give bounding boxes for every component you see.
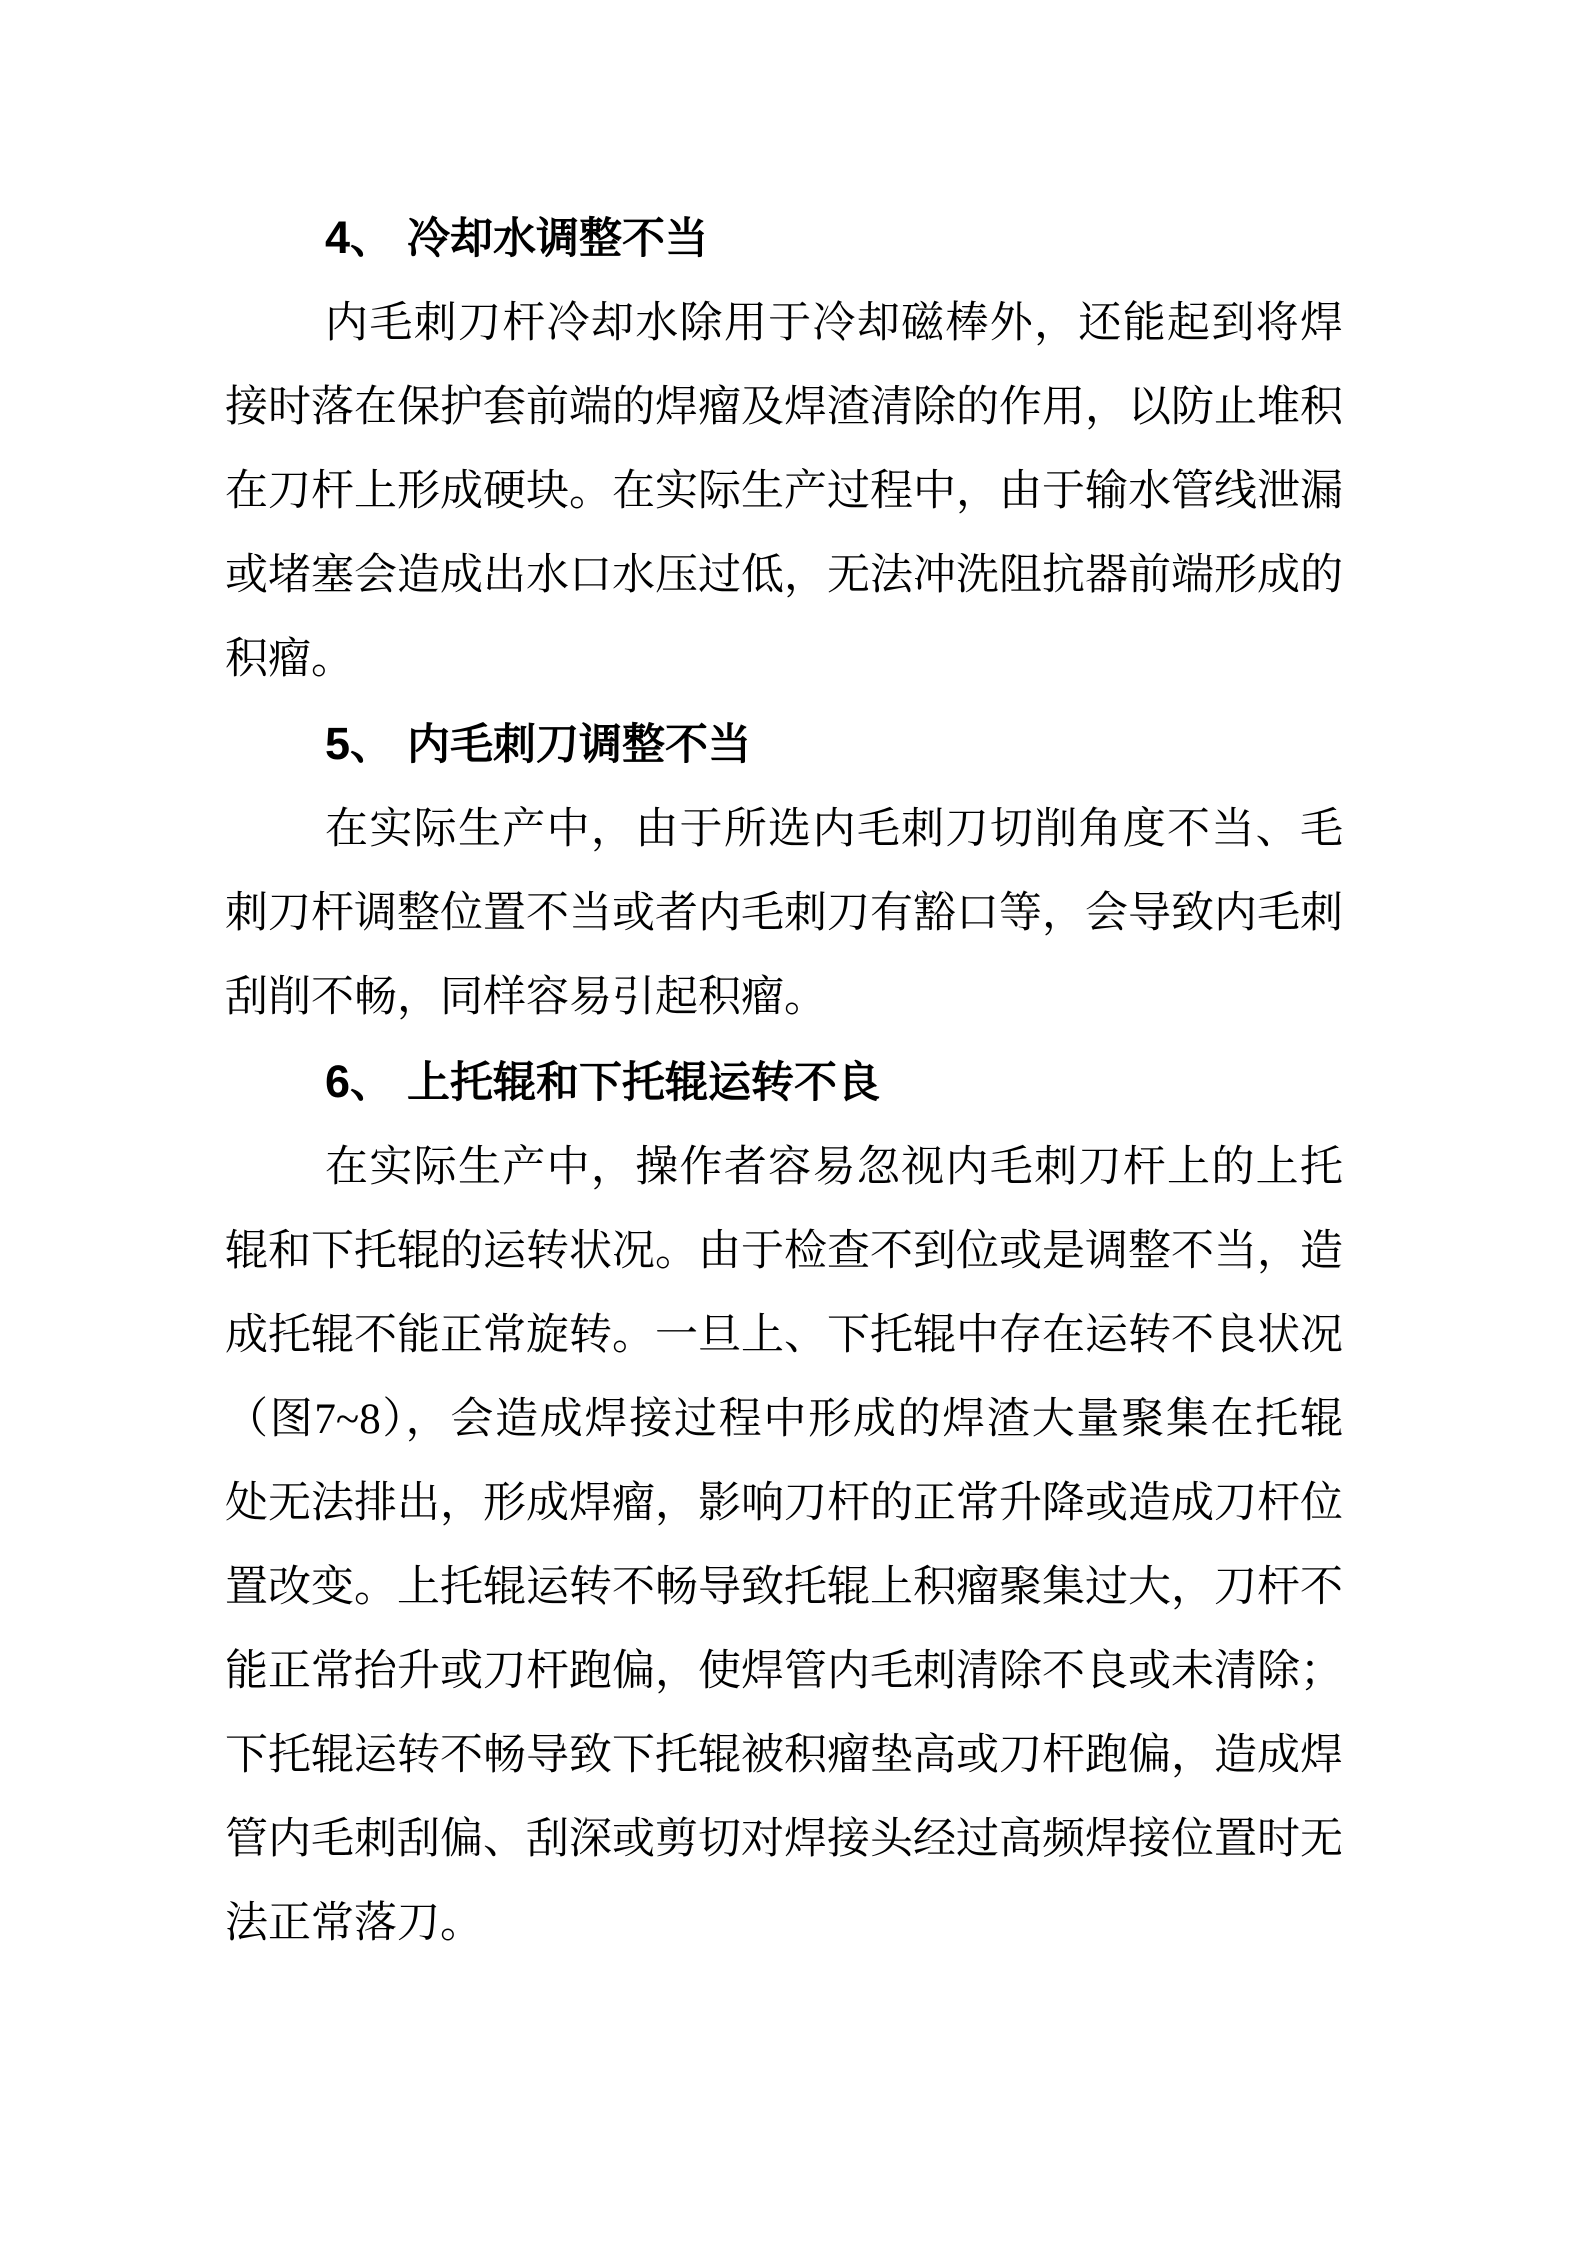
section-number: 4 xyxy=(325,212,351,263)
section-number-separator: 、 xyxy=(350,1060,394,1107)
section-number: 6 xyxy=(325,1056,351,1107)
section-heading xyxy=(225,702,1343,788)
section-heading xyxy=(225,196,1343,282)
section-paragraph: 在实际生产中，由于所选内毛刺刀切削角度不当、毛刺刀杆调整位置不当或者内毛刺刀有豁口等，会导致内毛刺刮削不畅，同样容易引起积瘤。 xyxy=(225,806,1343,1021)
section-number-separator: 、 xyxy=(350,722,394,769)
section-heading xyxy=(225,1040,1343,1126)
section-number-separator: 、 xyxy=(350,216,394,263)
section-number: 5 xyxy=(325,718,351,769)
section-paragraph: 内毛刺刀杆冷却水除用于冷却磁棒外，还能起到将焊接时落在保护套前端的焊瘤及焊渣清除的作用，以防止堆积在刀杆上形成硬块。在实际生产过程中，由于输水管线泄漏或堵塞会造成出水口水压过低，无法冲洗阻抗器前端形成的积瘤。 xyxy=(225,300,1343,683)
section-title: 内毛刺刀调整不当 xyxy=(407,722,752,769)
section-title: 冷却水调整不当 xyxy=(407,216,709,263)
section-paragraph: 在实际生产中，操作者容易忽视内毛刺刀杆上的上托辊和下托辊的运转状况。由于检查不到位或是调整不当，造成托辊不能正常旋转。一旦上、下托辊中存在运转不良状况（图7~8），会造成焊接过程中形成的焊渣大量聚集在托辊处无法排出，形成焊瘤，影响刀杆的正常升降或造成刀杆位置改变。上托辊运转不畅导致托辊上积瘤聚集过大，刀杆不能正常抬升或刀杆跑偏，使焊管内毛刺清除不良或未清除；下托辊运转不畅导致下托辊被积瘤垫高或刀杆跑偏，造成焊管内毛刺刮偏、刮深或剪切对焊接头经过高频焊接位置时无法正常落刀。 xyxy=(225,1144,1343,1947)
document-content xyxy=(225,196,1343,1966)
section-title: 上托辊和下托辊运转不良 xyxy=(407,1060,881,1107)
